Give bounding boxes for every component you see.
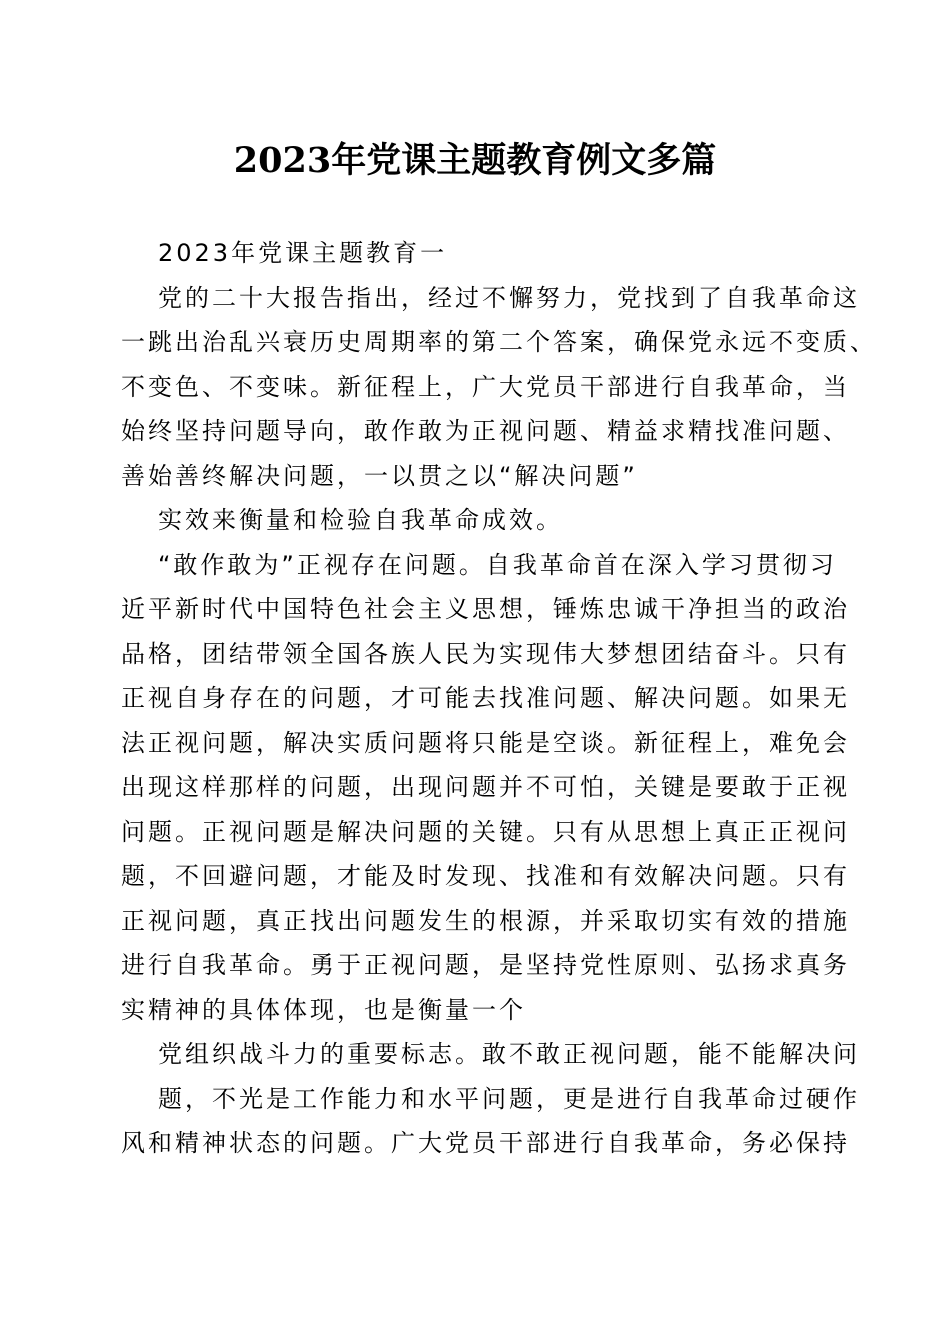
paragraph-line: 出现这样那样的问题，出现问题并不可怕，关键是要敢于正视 — [121, 773, 850, 801]
paragraph-line: 正视自身存在的问题，才可能去找准问题、解决问题。如果无 — [121, 684, 850, 712]
paragraph-line: 实效来衡量和检验自我革命成效。 — [158, 506, 563, 534]
paragraph-line: “敢作敢为”正视存在问题。自我革命首在深入学习贯彻习 — [158, 551, 837, 579]
paragraph-line: 党的二十大报告指出，经过不懈努力，党找到了自我革命这 — [158, 284, 860, 312]
paragraph-line: 题，不回避问题，才能及时发现、找准和有效解决问题。只有 — [121, 862, 850, 890]
document-title: 2023年党课主题教育例文多篇 — [233, 140, 717, 181]
paragraph-line: 善始善终解决问题，一以贯之以“解决问题” — [121, 462, 638, 490]
paragraph-line: 党组织战斗力的重要标志。敢不敢正视问题，能不能解决问 — [158, 1040, 860, 1068]
paragraph-line: 品格，团结带领全国各族人民为实现伟大梦想团结奋斗。只有 — [121, 640, 850, 668]
paragraph-line: 题，不光是工作能力和水平问题，更是进行自我革命过硬作 — [158, 1085, 860, 1113]
paragraph-line: 不变色、不变味。新征程上，广大党员干部进行自我革命，当 — [121, 373, 850, 401]
paragraph-line: 进行自我革命。勇于正视问题，是坚持党性原则、弘扬求真务 — [121, 951, 850, 979]
paragraph-line: 近平新时代中国特色社会主义思想，锤炼忠诚干净担当的政治 — [121, 595, 850, 623]
section-heading: 2023年党课主题教育一 — [158, 239, 448, 267]
paragraph-line: 一跳出治乱兴衰历史周期率的第二个答案，确保党永远不变质、 — [121, 328, 877, 356]
paragraph-line: 风和精神状态的问题。广大党员干部进行自我革命，务必保持 — [121, 1129, 850, 1157]
paragraph-line: 始终坚持问题导向，敢作敢为正视问题、精益求精找准问题、 — [121, 417, 850, 445]
paragraph-line: 问题。正视问题是解决问题的关键。只有从思想上真正正视问 — [121, 818, 850, 846]
paragraph-line: 法正视问题，解决实质问题将只能是空谈。新征程上，难免会 — [121, 729, 850, 757]
paragraph-line: 实精神的具体体现，也是衡量一个 — [121, 996, 526, 1024]
paragraph-line: 正视问题，真正找出问题发生的根源，并采取切实有效的措施 — [121, 907, 850, 935]
